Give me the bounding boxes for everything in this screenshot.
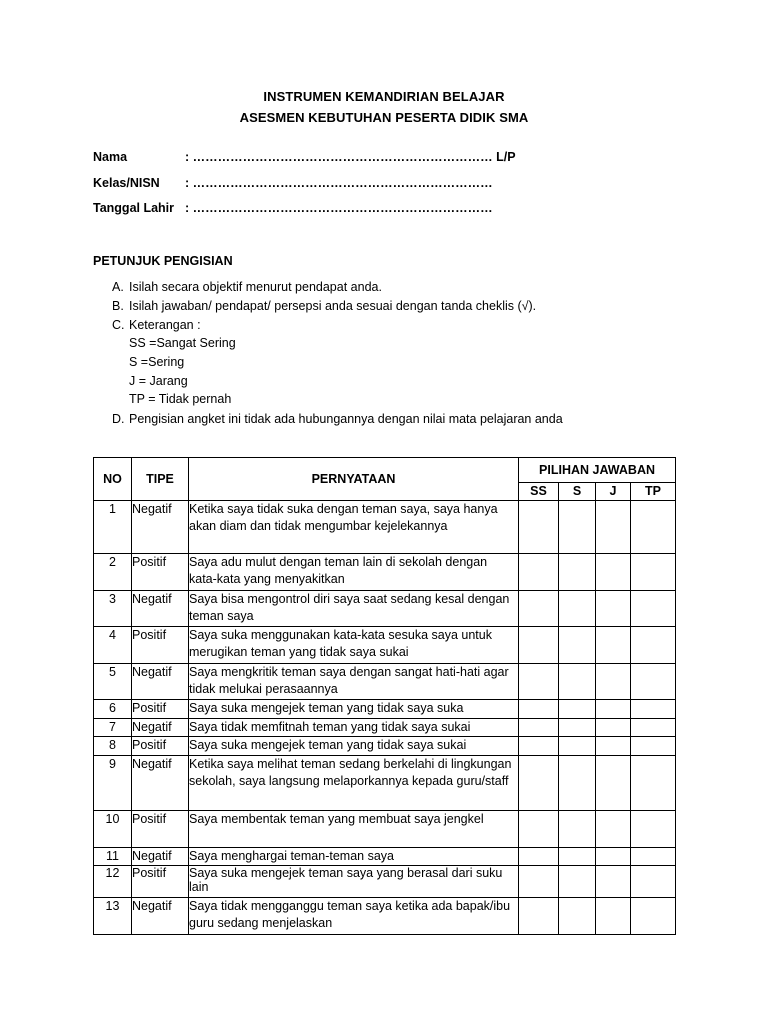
answer-cell-ss[interactable] <box>519 719 559 737</box>
answer-cell-s[interactable] <box>559 591 596 627</box>
table-row <box>94 737 676 756</box>
row-type: Positif <box>132 554 189 591</box>
row-type: Positif <box>132 866 189 898</box>
answer-cell-tp[interactable] <box>631 737 676 756</box>
instruction-text: Pengisian angket ini tidak ada hubungannya dengan nilai mata pelajaran anda <box>129 412 563 426</box>
answer-cell-ss[interactable] <box>519 737 559 756</box>
instruction-marker: B. <box>112 299 124 313</box>
row-statement: Saya suka menggunakan kata-kata sesuka saya untuk merugikan teman yang tidak saya sukai <box>189 627 519 664</box>
row-type: Positif <box>132 811 189 848</box>
legend-item: J = Jarang <box>129 374 188 388</box>
table-row <box>94 700 676 719</box>
answer-cell-s[interactable] <box>559 554 596 591</box>
answer-cell-j[interactable] <box>596 700 631 719</box>
instruction-marker: C. <box>112 318 125 332</box>
row-statement: Saya membentak teman yang membuat saya jengkel <box>189 811 519 848</box>
header-pilihan-jawaban: PILIHAN JAWABAN <box>519 458 676 483</box>
answer-cell-j[interactable] <box>596 664 631 700</box>
row-statement: Saya tidak memfitnah teman yang tidak saya sukai <box>189 719 519 737</box>
table-row <box>94 811 676 848</box>
header-option-ss: SS <box>519 483 559 501</box>
row-number: 5 <box>94 664 132 700</box>
answer-cell-ss[interactable] <box>519 501 559 554</box>
answer-cell-ss[interactable] <box>519 664 559 700</box>
answer-cell-j[interactable] <box>596 627 631 664</box>
header-option-s: S <box>559 483 596 501</box>
identity-value: : ……………………………………………………………… L/P <box>185 150 516 164</box>
row-statement: Saya suka mengejek teman yang tidak saya sukai <box>189 737 519 756</box>
identity-value: : ……………………………………………………………… <box>185 176 493 190</box>
table-row <box>94 756 676 811</box>
table-row <box>94 501 676 554</box>
answer-cell-j[interactable] <box>596 591 631 627</box>
answer-cell-s[interactable] <box>559 737 596 756</box>
answer-cell-tp[interactable] <box>631 554 676 591</box>
row-type: Negatif <box>132 591 189 627</box>
row-type: Positif <box>132 627 189 664</box>
table-row <box>94 554 676 591</box>
row-statement: Saya tidak mengganggu teman saya ketika ada bapak/ibu guru sedang menjelaskan <box>189 898 519 935</box>
table-row <box>94 898 676 935</box>
document-subtitle: ASESMEN KEBUTUHAN PESERTA DIDIK SMA <box>239 110 529 125</box>
answer-cell-j[interactable] <box>596 737 631 756</box>
row-type: Negatif <box>132 756 189 811</box>
identity-value: : ……………………………………………………………… <box>185 201 493 215</box>
answer-cell-tp[interactable] <box>631 700 676 719</box>
answer-cell-s[interactable] <box>559 756 596 811</box>
row-number: 6 <box>94 700 132 719</box>
row-number: 3 <box>94 591 132 627</box>
answer-cell-s[interactable] <box>559 501 596 554</box>
row-number: 9 <box>94 756 132 811</box>
legend-item: S =Sering <box>129 355 185 369</box>
answer-cell-s[interactable] <box>559 627 596 664</box>
answer-cell-tp[interactable] <box>631 866 676 898</box>
identity-label: Nama <box>93 150 128 164</box>
row-statement: Saya bisa mengontrol diri saya saat sedang kesal dengan teman saya <box>189 591 519 627</box>
instruction-item <box>112 280 382 294</box>
answer-cell-ss[interactable] <box>519 700 559 719</box>
row-type: Positif <box>132 737 189 756</box>
answer-cell-s[interactable] <box>559 866 596 898</box>
row-statement: Ketika saya tidak suka dengan teman saya, saya hanya akan diam dan tidak mengumbar kejelekannya <box>189 501 519 554</box>
instruction-item <box>112 412 563 426</box>
answer-cell-tp[interactable] <box>631 811 676 848</box>
row-number: 10 <box>94 811 132 848</box>
answer-cell-tp[interactable] <box>631 627 676 664</box>
row-type: Positif <box>132 700 189 719</box>
header-option-tp: TP <box>631 483 676 501</box>
answer-cell-ss[interactable] <box>519 866 559 898</box>
answer-cell-tp[interactable] <box>631 591 676 627</box>
row-statement: Saya mengkritik teman saya dengan sangat hati-hati agar tidak melukai perasaannya <box>189 664 519 700</box>
identity-row-kelas <box>93 176 493 190</box>
row-type: Negatif <box>132 898 189 935</box>
row-type: Negatif <box>132 501 189 554</box>
answer-cell-ss[interactable] <box>519 756 559 811</box>
row-number: 2 <box>94 554 132 591</box>
answer-cell-ss[interactable] <box>519 591 559 627</box>
answer-cell-ss[interactable] <box>519 554 559 591</box>
questionnaire-table <box>93 457 676 935</box>
row-statement: Saya adu mulut dengan teman lain di sekolah dengan kata-kata yang menyakitkan <box>189 554 519 591</box>
answer-cell-tp[interactable] <box>631 664 676 700</box>
table-row <box>94 848 676 866</box>
row-statement: Ketika saya melihat teman sedang berkelahi di lingkungan sekolah, saya langsung melaporkannya kepada guru/staff <box>189 756 519 811</box>
instructions-heading: PETUNJUK PENGISIAN <box>93 254 233 268</box>
row-statement: Saya suka mengejek teman yang tidak saya suka <box>189 700 519 719</box>
row-statement: Saya suka mengejek teman saya yang berasal dari suku lain <box>189 866 519 898</box>
instruction-text: Keterangan : <box>129 318 201 332</box>
answer-cell-s[interactable] <box>559 719 596 737</box>
instruction-marker: D. <box>112 412 125 426</box>
answer-cell-tp[interactable] <box>631 848 676 866</box>
answer-cell-ss[interactable] <box>519 627 559 664</box>
identity-label: Tanggal Lahir <box>93 201 175 215</box>
answer-cell-j[interactable] <box>596 848 631 866</box>
row-number: 8 <box>94 737 132 756</box>
table-row <box>94 719 676 737</box>
row-number: 4 <box>94 627 132 664</box>
header-no: NO <box>94 458 132 501</box>
instruction-text: Isilah secara objektif menurut pendapat anda. <box>129 280 382 294</box>
identity-label: Kelas/NISN <box>93 176 160 190</box>
answer-cell-tp[interactable] <box>631 501 676 554</box>
row-statement: Saya menghargai teman-teman saya <box>189 848 519 866</box>
answer-cell-s[interactable] <box>559 811 596 848</box>
answer-cell-s[interactable] <box>559 700 596 719</box>
table-row <box>94 866 676 898</box>
instruction-marker: A. <box>112 280 124 294</box>
answer-cell-s[interactable] <box>559 848 596 866</box>
table-row <box>94 627 676 664</box>
answer-cell-j[interactable] <box>596 501 631 554</box>
answer-cell-tp[interactable] <box>631 898 676 935</box>
row-type: Negatif <box>132 664 189 700</box>
header-option-j: J <box>596 483 631 501</box>
row-type: Negatif <box>132 848 189 866</box>
legend-item: SS =Sangat Sering <box>129 336 236 350</box>
instruction-item <box>112 299 536 313</box>
identity-row-tanggal-lahir <box>93 201 493 215</box>
row-number: 11 <box>94 848 132 866</box>
row-number: 1 <box>94 501 132 554</box>
answer-cell-j[interactable] <box>596 756 631 811</box>
legend-item: TP = Tidak pernah <box>129 392 232 406</box>
answer-cell-j[interactable] <box>596 719 631 737</box>
document-title: INSTRUMEN KEMANDIRIAN BELAJAR <box>263 89 505 104</box>
identity-row-nama <box>93 150 516 164</box>
row-number: 7 <box>94 719 132 737</box>
answer-cell-tp[interactable] <box>631 756 676 811</box>
answer-cell-s[interactable] <box>559 664 596 700</box>
answer-cell-j[interactable] <box>596 898 631 935</box>
row-type: Negatif <box>132 719 189 737</box>
answer-cell-tp[interactable] <box>631 719 676 737</box>
instruction-item <box>112 318 201 332</box>
answer-cell-ss[interactable] <box>519 811 559 848</box>
answer-cell-ss[interactable] <box>519 898 559 935</box>
row-number: 12 <box>94 866 132 898</box>
table-row <box>94 664 676 700</box>
answer-cell-s[interactable] <box>559 898 596 935</box>
table-row <box>94 591 676 627</box>
instruction-text: Isilah jawaban/ pendapat/ persepsi anda sesuai dengan tanda cheklis (√). <box>129 299 537 313</box>
answer-cell-j[interactable] <box>596 866 631 898</box>
header-tipe: TIPE <box>132 458 189 501</box>
answer-cell-j[interactable] <box>596 554 631 591</box>
row-number: 13 <box>94 898 132 935</box>
answer-cell-ss[interactable] <box>519 848 559 866</box>
header-pernyataan: PERNYATAAN <box>189 458 519 501</box>
answer-cell-j[interactable] <box>596 811 631 848</box>
